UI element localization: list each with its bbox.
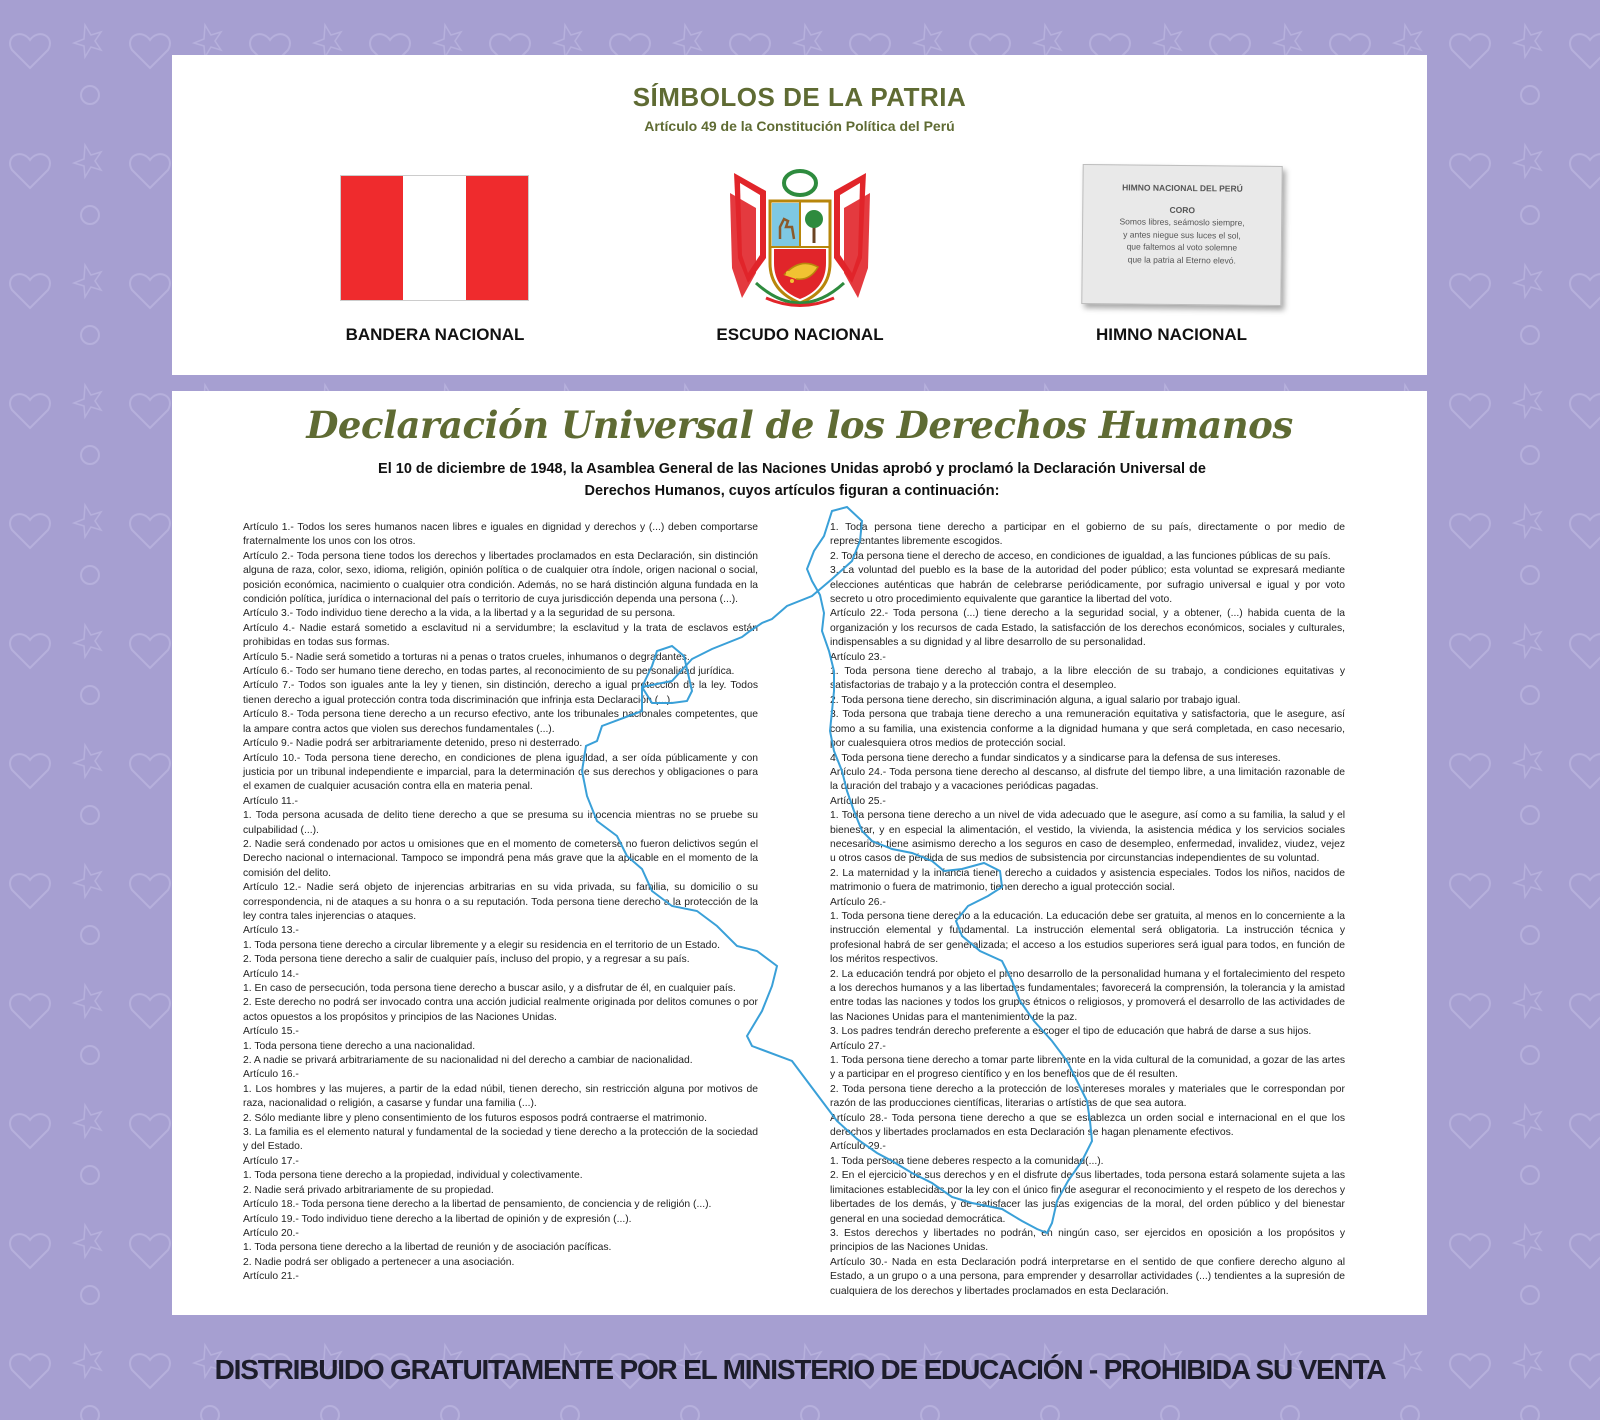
article-paragraph: 2. Nadie será condenado por actos u omisiones que en el momento de cometerse no fueron delictivos según el Derecho nacional o internacional. Tampoco se impondrá pena más grave que la aplicable en el momento de la comisión del delito. [243, 838, 758, 879]
article-paragraph: 2. Toda persona tiene derecho, sin discriminación alguna, a igual salario por trabajo igual. [830, 694, 1241, 706]
article-paragraph: Artículo 30.- Nada en esta Declaración podrá interpretarse en el sentido de que confiere derecho alguno al Estado, a un grupo o a una persona, para emprender y desarrollar actividades (...) tendientes a la supresión de cualquiera de los derechos y libertades proclamados en esta Declaración. [830, 1256, 1345, 1297]
symbols-title: SÍMBOLOS DE LA PATRIA [632, 82, 967, 112]
declaration-title: Declaración Universal de los Derechos Humanos [306, 403, 1293, 447]
article-paragraph: 2. Toda persona tiene derecho a salir de cualquier país, incluso del propio, y a regresar a su país. [243, 954, 690, 966]
article-paragraph: Artículo 19.- Todo individuo tiene derecho a la libertad de opinión y de expresión (...). [243, 1213, 632, 1225]
declaration-intro-line: Derechos Humanos, cuyos artículos figuran a continuación: [584, 483, 1000, 499]
article-paragraph: 2. Nadie será privado arbitrariamente de su propiedad. [243, 1184, 494, 1196]
article-paragraph: Artículo 25.- [830, 795, 886, 807]
declaration-panel [172, 391, 1427, 1315]
anthem-line: y antes niegue sus luces el sol, [1123, 228, 1241, 241]
anthem-line: que la patria al Eterno elevó. [1127, 253, 1236, 266]
article-paragraph: 2. Sólo mediante libre y pleno consentimiento de los futuros esposos podrá contraerse el matrimonio. [243, 1112, 707, 1124]
article-paragraph: 1. Toda persona tiene derecho a circular libremente y a elegir su residencia en el territorio de un Estado. [243, 939, 721, 951]
anthem-card-image [1081, 164, 1282, 306]
flag-label: BANDERA NACIONAL [345, 325, 525, 344]
article-paragraph: 2. Nadie podrá ser obligado a pertenecer a una asociación. [243, 1256, 515, 1268]
anthem-line: Somos libres, seámoslo siempre, [1119, 216, 1245, 228]
article-paragraph: 2. Toda persona tiene derecho a la protección de los intereses morales y materiales que le correspondan por razón de las producciones científicas, literarias o artísticas de que sea autora. [830, 1083, 1345, 1110]
article-paragraph: 1. Toda persona tiene deberes respecto a la comunidad(...). [830, 1155, 1104, 1167]
article-paragraph: Artículo 28.- Toda persona tiene derecho a que se establezca un orden social e internacional en el que los derechos y libertades proclamados en esta Declaración se hagan plenamente efectivos. [830, 1112, 1345, 1139]
article-paragraph: 1. Toda persona tiene derecho al trabajo, a la libre elección de su trabajo, a condiciones equitativas y satisfactorias de trabajo y a la protección contra el desempleo. [830, 666, 1345, 692]
article-paragraph: Artículo 15.- [243, 1026, 299, 1038]
article-paragraph: 2. Este derecho no podrá ser invocado contra una acción judicial realmente originada por delitos comunes o por actos opuestos a los propósitos y principios de las Naciones Unidas. [243, 997, 758, 1023]
peru-flag-image [340, 175, 529, 301]
article-paragraph: Artículo 22.- Toda persona (...) tiene derecho a la seguridad social, y a obtener, (...) habida cuenta de la organización y los recursos de cada Estado, la satisfacción de los derechos económicos, sociales y culturales, indispensables a su dignidad y al libre desarrollo de su personalidad. [830, 608, 1345, 649]
article-paragraph: Artículo 6.- Todo ser humano tiene derecho, en todas partes, al reconocimiento de su personalidad jurídica. [243, 666, 735, 678]
article-paragraph: Artículo 24.- Toda persona tiene derecho al descanso, al disfrute del tiempo libre, a una limitación razonable de la duración del trabajo y a vacaciones periódicas pagadas. [830, 766, 1345, 793]
article-paragraph: 1. Toda persona tiene derecho a un nivel de vida adecuado que le asegure, así como a su familia, la salud y el bienestar, y en especial la alimentación, el vestido, la vivienda, la asistencia médica y los servicios sociales necesarios; tiene asimismo derecho a los seguros en caso de desempleo, enfermedad, invalidez, viudez, vejez u otros casos de pérdida de sus medios de subsistencia por circunstancias independientes de su voluntad. [830, 810, 1345, 865]
article-paragraph: Artículo 20.- [243, 1227, 299, 1239]
article-paragraph: 1. Toda persona tiene derecho a la libertad de reunión y de asociación pacíficas. [243, 1242, 612, 1254]
article-paragraph: Artículo 29.- [830, 1141, 886, 1153]
article-paragraph: 2. En el ejercicio de sus derechos y en el disfrute de sus libertades, toda persona estará solamente sujeta a las limitaciones establecidas por la ley con el único fin de asegurar el reconocimiento y el respeto de los derechos y libertades de los demás, y de satisfacer las justas exigencias de la moral, del orden público y del bienestar general en una sociedad democrática. [830, 1170, 1345, 1225]
article-paragraph: Artículo 8.- Toda persona tiene derecho a un recurso efectivo, ante los tribunales nacionales competentes, que la ampare contra actos que violen sus derechos fundamentales (...). [243, 709, 758, 735]
article-paragraph: Artículo 27.- [830, 1040, 886, 1052]
article-paragraph: Artículo 11.- [243, 795, 298, 807]
article-paragraph: 1. Toda persona tiene derecho a participar en el gobierno de su país, directamente o por medio de representantes libremente escogidos. [830, 522, 1345, 548]
article-paragraph: Artículo 12.- Nadie será objeto de injerencias arbitrarias en su vida privada, su familia, su domicilio o su correspondencia, ni de ataques a su honra o a su reputación. Toda persona tiene derecho a la protección de la ley contra tales injerencias o ataques. [243, 882, 758, 922]
article-paragraph: Artículo 5.- Nadie será sometido a torturas ni a penas o tratos crueles, inhumanos o degradantes. [243, 651, 690, 663]
article-paragraph: Artículo 10.- Toda persona tiene derecho, en condiciones de plena igualdad, a ser oída públicamente y con justicia por un tribunal independiente e imparcial, para la determinación de sus derechos y obligaciones o para el examen de cualquier acusación contra ella en materia penal. [243, 752, 758, 793]
article-paragraph: Artículo 4.- Nadie estará sometido a esclavitud ni a servidumbre; la esclavitud y la trata de esclavos están prohibidas en todas sus formas. [243, 622, 758, 649]
footer-notice: DISTRIBUIDO GRATUITAMENTE POR EL MINISTERIO DE EDUCACIÓN - PROHIBIDA SU VENTA [214, 1354, 1386, 1385]
peru-coat-of-arms-image [726, 163, 874, 313]
declaration-intro-line: El 10 de diciembre de 1948, la Asamblea General de las Naciones Unidas aprobó y proclamó la Declaración Universal de [378, 461, 1206, 477]
article-paragraph: 1. Los hombres y las mujeres, a partir de la edad núbil, tienen derecho, sin restricción alguna por motivos de raza, nacionalidad o religión, a casarse y fundar una familia (...). [243, 1083, 758, 1110]
article-paragraph: Artículo 16.- [243, 1069, 299, 1081]
shield-label: ESCUDO NACIONAL [716, 325, 884, 344]
article-paragraph: 1. Toda persona tiene derecho a una nacionalidad. [243, 1040, 476, 1052]
article-paragraph: 1. En caso de persecución, toda persona tiene derecho a buscar asilo, y a disfrutar de él, en cualquier país. [243, 983, 736, 994]
article-paragraph: 2. A nadie se privará arbitrariamente de su nacionalidad ni del derecho a cambiar de nacionalidad. [243, 1055, 693, 1067]
article-paragraph: Artículo 14.- [243, 968, 299, 980]
article-paragraph: Artículo 2.- Toda persona tiene todos los derechos y libertades proclamados en esta Declaración, sin distinción alguna de raza, color, sexo, idioma, religión, opinión política o de cualquier otra índole, origen nacional o social, posición económica, nacimiento o cualquier otra condición. Además, no se hará distinción alguna fundada en la condición política, jurídica o internacional del país o territorio de cuya jurisdicción dependa una persona (...). [243, 550, 758, 606]
article-paragraph: Artículo 13.- [243, 925, 299, 937]
article-paragraph: 2. La maternidad y la infancia tienen derecho a cuidados y asistencia especiales. Todos los niños, nacidos de matrimonio o fuera de matrimonio, tienen derecho a igual protección social. [830, 867, 1345, 894]
anthem-card-coro: CORO [1169, 204, 1196, 215]
declaration-intro [352, 458, 1232, 502]
article-paragraph: 3. Los padres tendrán derecho preferente a escoger el tipo de educación que habrá de darse a sus hijos. [830, 1026, 1312, 1038]
article-paragraph: Artículo 7.- Todos son iguales ante la ley y tienen, sin distinción, derecho a igual protección de la ley. Todos tienen derecho a igual protección contra toda discriminación que infrinja esta Declaración (...). [243, 680, 758, 706]
article-paragraph: 3. La voluntad del pueblo es la base de la autoridad del poder público; esta voluntad se expresará mediante elecciones auténticas que habrán de celebrarse periódicamente, por sufragio universal e igual y por voto secreto u otro procedimiento equivalente que garantice la libertad del voto. [830, 565, 1345, 606]
article-paragraph: 3. Toda persona que trabaja tiene derecho a una remuneración equitativa y satisfactoria, que le asegure, así como a su familia, una existencia conforme a la dignidad humana y que será completada, en caso necesario, por cualesquiera otros medios de protección social. [830, 709, 1345, 750]
anthem-line: que faltemos al voto solemne [1126, 241, 1238, 253]
articles-left-column [243, 521, 758, 1285]
article-paragraph: 3. La familia es el elemento natural y fundamental de la sociedad y tiene derecho a la protección de la sociedad y del Estado. [243, 1127, 758, 1153]
article-paragraph: 4. Toda persona tiene derecho a fundar sindicatos y a sindicarse para la defensa de sus intereses. [830, 752, 1281, 764]
symbols-subtitle: Artículo 49 de la Constitución Política del Perú [644, 118, 955, 134]
articles-right-column [830, 521, 1345, 1299]
article-paragraph: Artículo 26.- [830, 896, 886, 908]
article-paragraph: 1. Toda persona tiene derecho a la propiedad, individual y colectivamente. [243, 1170, 583, 1182]
article-paragraph: 3. Estos derechos y libertades no podrán, en ningún caso, ser ejercidos en oposición a los propósitos y principios de las Naciones Unidas. [830, 1227, 1345, 1254]
article-paragraph: 1. Toda persona acusada de delito tiene derecho a que se presuma su inocencia mientras no se pruebe su culpabilidad (...). [243, 810, 758, 836]
article-paragraph: 2. Toda persona tiene el derecho de acceso, en condiciones de igualdad, a las funciones públicas de su país. [830, 550, 1331, 562]
symbols-panel [172, 55, 1427, 375]
article-paragraph: 2. La educación tendrá por objeto el pleno desarrollo de la personalidad humana y el fortalecimiento del respeto a los derechos humanos y a las libertades fundamentales; favorecerá la comprensión, la tolerancia y la amistad entre todas las naciones y todos los grupos étnicos o religiosos, y promoverá el desarrollo de las actividades de las Naciones Unidas para el mantenimiento de la paz. [830, 968, 1345, 1023]
article-paragraph: Artículo 1.- Todos los seres humanos nacen libres e iguales en dignidad y derechos y (...) deben comportarse fraternalmente los unos con los otros. [243, 522, 758, 548]
anthem-label: HIMNO NACIONAL [1095, 325, 1248, 344]
anthem-card-title: HIMNO NACIONAL DEL PERÚ [1122, 182, 1243, 194]
article-paragraph: Artículo 17.- [243, 1155, 299, 1167]
article-paragraph: Artículo 18.- Toda persona tiene derecho a la libertad de pensamiento, de conciencia y de religión (...). [243, 1199, 712, 1211]
article-paragraph: 1. Toda persona tiene derecho a tomar parte libremente en la vida cultural de la comunidad, a gozar de las artes y a participar en el progreso científico y en los beneficios que de él resulten. [830, 1055, 1345, 1081]
article-paragraph: Artículo 21.- [243, 1271, 299, 1283]
article-paragraph: Artículo 3.- Todo individuo tiene derecho a la vida, a la libertad y a la seguridad de su persona. [243, 608, 676, 620]
article-paragraph: 1. Toda persona tiene derecho a la educación. La educación debe ser gratuita, al menos en lo concerniente a la instrucción elemental y fundamental. La instrucción elemental será obligatoria. La instrucción técnica y profesional habrá de ser generalizada; el acceso a los estudios superiores será igual para todos, en función de los méritos respectivos. [830, 910, 1345, 966]
article-paragraph: Artículo 9.- Nadie podrá ser arbitrariamente detenido, preso ni desterrado. [243, 738, 583, 750]
article-paragraph: Artículo 23.- [830, 651, 886, 663]
